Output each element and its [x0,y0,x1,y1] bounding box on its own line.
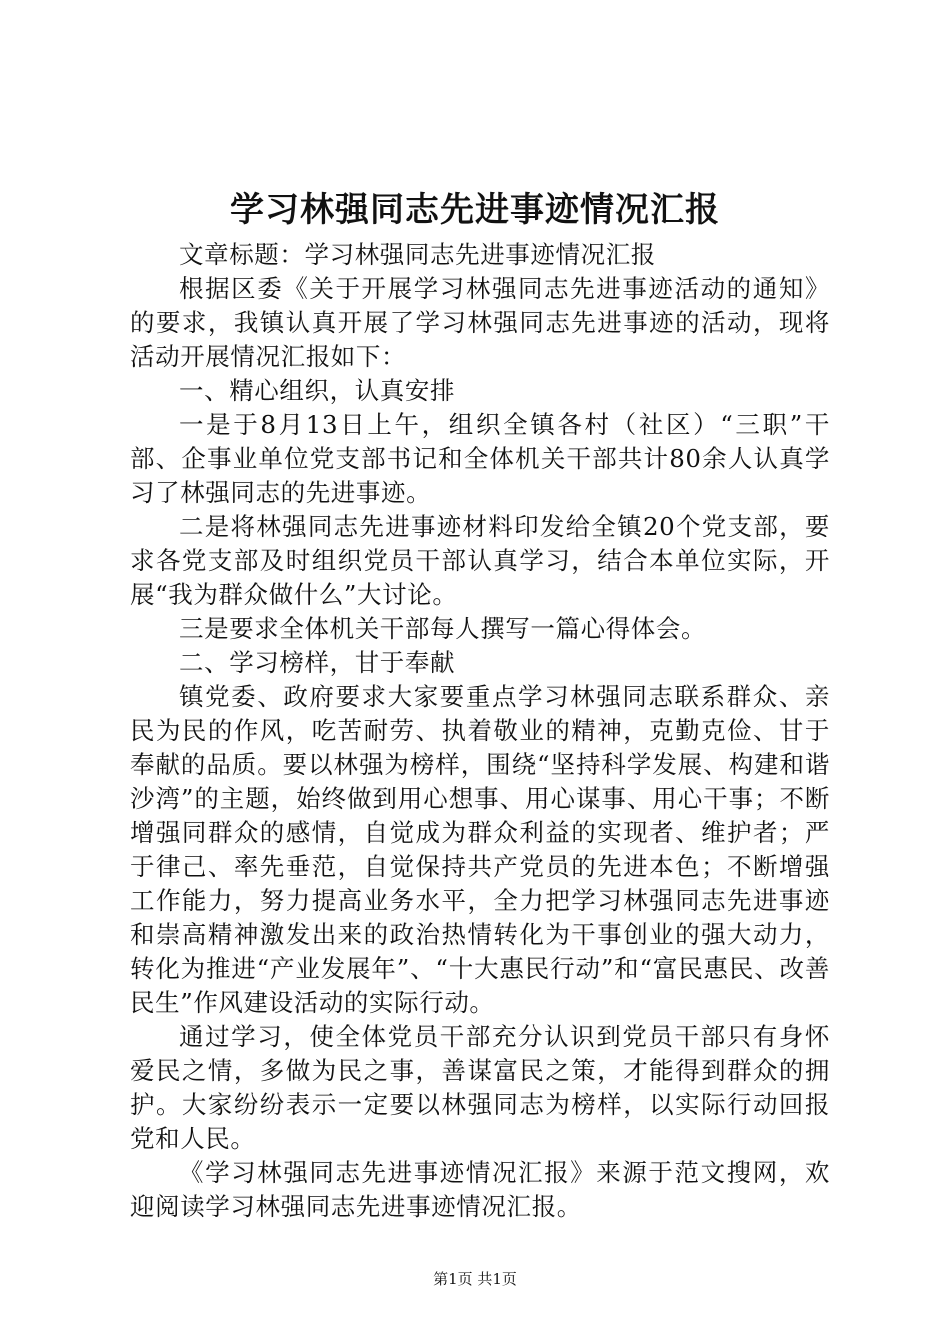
document-title: 学习林强同志先进事迹情况汇报 [230,190,720,230]
paragraph-article-title: 文章标题：学习林强同志先进事迹情况汇报 [179,240,656,269]
section-heading-2: 二、学习榜样，甘于奉献 [179,648,456,677]
document-body [130,238,830,1224]
paragraph-item-3: 三是要求全体机关干部每人撰写一篇心得体会。 [179,614,707,643]
page-number: 第1页 共1页 [433,1270,517,1288]
paragraph-requirements: 镇党委、政府要求大家要重点学习林强同志联系群众、亲民为民的作风，吃苦耐劳、执着敬业的精神，克勤克俭、甘于奉献的品质。要以林强为榜样，围绕“坚持科学发展、构建和谐沙湾”的主题，始终做到用心想事、用心谋事、用心干事；不断增强同群众的感情，自觉成为群众利益的实现者、维护者；严于律己、率先垂范，自觉保持共产党员的先进本色；不断增强工作能力，努力提高业务水平，全力把学习林强同志先进事迹和崇高精神激发出来的政治热情转化为干事创业的强大动力，转化为推进“产业发展年”、“十大惠民行动”和“富民惠民、改善民生”作风建设活动的实际行动。 [130,682,830,1017]
paragraph-item-1: 一是于8月13日上午，组织全镇各村（社区）“三职”干部、企事业单位党支部书记和全体机关干部共计80余人认真学习了林强同志的先进事迹。 [130,410,830,507]
paragraph-results: 通过学习，使全体党员干部充分认识到党员干部只有身怀爱民之情，多做为民之事，善谋富民之策，才能得到群众的拥护。大家纷纷表示一定要以林强同志为榜样，以实际行动回报党和人民。 [130,1022,830,1153]
paragraph-intro: 根据区委《关于开展学习林强同志先进事迹活动的通知》的要求，我镇认真开展了学习林强同志先进事迹的活动，现将活动开展情况汇报如下： [130,274,830,371]
paragraph-source: 《学习林强同志先进事迹情况汇报》来源于范文搜网，欢迎阅读学习林强同志先进事迹情况汇报。 [130,1158,830,1221]
section-heading-1: 一、精心组织，认真安排 [179,376,456,405]
paragraph-item-2: 二是将林强同志先进事迹材料印发给全镇20个党支部，要求各党支部及时组织党员干部认真学习，结合本单位实际，开展“我为群众做什么”大讨论。 [130,512,830,609]
